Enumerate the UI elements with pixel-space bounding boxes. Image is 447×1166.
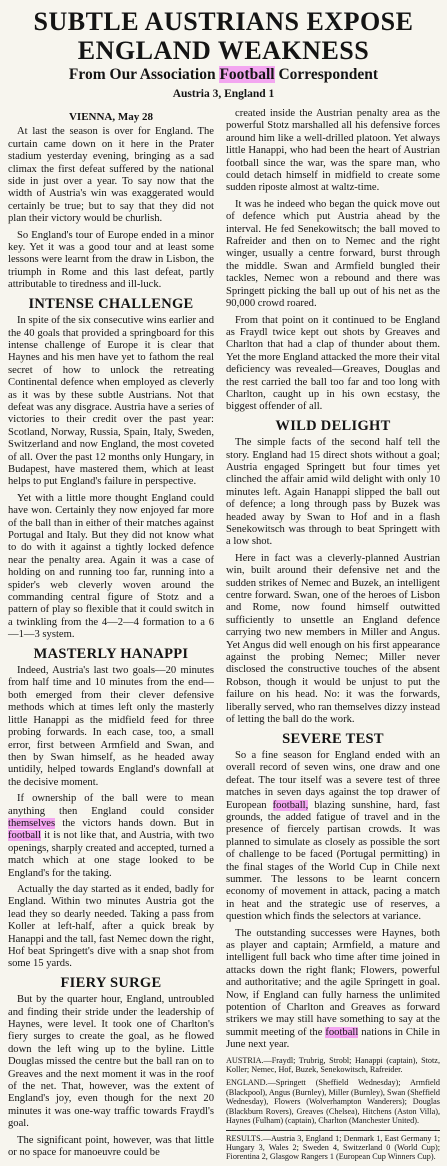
- article-paragraph: The simple facts of the second half tell the story. England had 15 direct shots without a goal; Austria engaged Springett but four times yet clinched the affair amid wild delight with only 10 minutes left. Again Hanappi slipped the ball out of defence; a long through pass by Buzek was headed away by Swan to Hof and in a flash Senekowitsch was through to beat Springett with a low shot.: [226, 437, 440, 548]
- section-heading-wild-delight: WILD DELIGHT: [275, 417, 391, 434]
- article-paragraph: At last the season is over for England. The curtain came down on it here in the Prater stadium yesterday evening, bringing as a sad climax the first defeat suffered by the national side in just over a year. To say now that the width of Austria's win was exaggerated would certainly be true; but to say that they did not plan their victory would be churlish.: [8, 126, 214, 225]
- left-column: [8, 108, 214, 1164]
- paragraph-text: nations in Chile in June next year.: [226, 1026, 440, 1051]
- headline-line-2: ENGLAND WEAKNESS: [77, 36, 370, 65]
- paragraph-text: If ownership of the ball were to mean anything then England could consider: [8, 793, 214, 817]
- divider: [226, 1130, 440, 1131]
- subheadline: [0, 66, 447, 84]
- article-paragraph: In spite of the six consecutive wins earlier and the 40 goals that provided a springboard for this intense challenge of Europe it is clear that Haynes and his men have yet to fathom the real secret of how to unlock the retreating Continental defence when employed as cleverly as it was by these subtle Austrians. Not that defeat was any disgrace. Austria have a series of victories to their credit over the past year: Scotland, Norway, Russia, Spain, Italy, Sweden, Switzerland and now England, the most coveted of all. Over the past 12 months only Hungary, in Budapest, have mastered them, which at least helps to put England's failure in perspective.: [8, 315, 214, 488]
- section-heading-masterly-hanappi: MASTERLY HANAPPI: [33, 645, 189, 662]
- article-paragraph: It was he indeed who began the quick move out of defence which put Austria ahead by the interval. He fed Senekowitsch; the ball moved to Rafreider and then on to Nemec and the right winger, usually a centre forward, burst through the middle. Swan and Armfield bungled their tackles, Nemec won a rebound and there was Springett picking the ball up out of his net as the 90,000 crowd roared.: [226, 198, 440, 310]
- subheadline-pre: From Our Association: [68, 66, 220, 83]
- subheadline-post: Correspondent: [274, 66, 379, 83]
- section-heading-severe-test: SEVERE TEST: [282, 730, 384, 747]
- highlight-football: football: [325, 1026, 359, 1038]
- paragraph-text: the victors hands down. But in: [55, 817, 214, 829]
- section-heading-intense-challenge: INTENSE CHALLENGE: [28, 295, 194, 312]
- article-paragraph: [8, 793, 214, 880]
- highlight-themselves: themselves: [8, 817, 56, 829]
- article-paragraph: So England's tour of Europe ended in a minor key. Yet it was a good tour and at least some lessons were learnt from the draw in Lisbon, the triumph in Rome and this last defeat, partly attributable to tiredness and ill-luck.: [8, 229, 214, 291]
- right-column: [226, 108, 440, 1166]
- article-paragraph: [226, 928, 440, 1052]
- article-paragraph: [226, 750, 440, 924]
- article-paragraph: From that point on it continued to be England as Fraydl twice kept out shots by Greaves and Charlton that had a clap of thunder about them. Yet the more England attacked the more their vital deficiency was revealed—Greaves, Douglas and the rest carried the ball too far and too long with Charlton, caught up in his own ecstasy, the biggest offender of all.: [226, 314, 440, 413]
- results: RESULTS.—Austria 3, England 1; Denmark 1, East Germany 1; Hungary 3, Wales 2; Sweden 4, Switzerland 0 (World Cup); Fiorentina 2, Glasgow Rangers 1 (European Cup Winners Cup).: [226, 1133, 440, 1162]
- article-paragraph: Here in fact was a cleverly-planned Austrian win, built around their defensive net and the sudden strikes of Nemec and Buzek, an intelligent centre forward. Swan, one of the heroes of Lisbon and Rome, now found himself outwitted sufficiently to unsettle an England defence carrying two new members in Miller and Angus. Yet Angus did well enough on his first appearance against the probing Nemec; Miller never disclosed the constructive touches of the absent Robson, though it would be unjust to put the failure on his head. No: it was the forwards, liberally served, who ran themselves dizzy instead of letting the ball do the work.: [226, 552, 440, 726]
- article-paragraph: But by the quarter hour, England, untroubled and finding their stride under the leadership of Haynes, were level. It took one of Charlton's fiery surges to create the goal, as he flowed down the left wing up to the byline. Little Douglas missed the centre but the ball ran on to Greaves and the next moment it was in the roof of the net. That, however, was the extent of England's joy, even though for the next 20 minutes it was one-way traffic towards Fraydl's goal.: [8, 994, 214, 1130]
- team-austria: AUSTRIA.—Fraydl; Trubrig, Strobl; Hanappi (captain), Stotz, Koller; Nemec, Hof, Buzek, Senekowitsch, Rafreider.: [226, 1055, 440, 1075]
- article-paragraph: The significant point, however, was that little or no space for manoeuvre could be: [8, 1134, 214, 1159]
- paragraph-text: The outstanding successes were Haynes, both as player and captain; Armfield, a mature and intelligent full back who time after time joined in attacks down the right flank; Flowers, powerful and authoritative; and the agile Springett in goal. Now, if England can fully harness the unlimited potention of Charlton and Greaves as forward strikers we may still have something to say at the summit meeting of the: [226, 927, 440, 1038]
- team-england: ENGLAND.—Springett (Sheffield Wednesday); Armfield (Blackpool), Angus (Burnley), Miller (Burnley), Swan (Sheffield Wednesday), Flowers (Wolverhampton Wanderers); Douglas (Blackburn Rovers), Greaves (Chelsea), Hitchens (Aston Villa), Haynes (Fulham) (captain), Charlton (Manchester United).: [226, 1078, 440, 1126]
- article-paragraph: Indeed, Austria's last two goals—20 minutes from half time and 10 minutes from the end—both emerged from their clever defensive methods which at times left only the masterly little Hanappi as the midfield feed for three probing forwards. In each case, too, a small error, first between Armfield and Swan, and then by Swan himself, as he headed away untidily, helped towards England's downfall at the decisive moment.: [8, 665, 214, 788]
- subheadline-highlight: Football: [219, 66, 275, 83]
- dateline: VIENNA, May 28: [68, 111, 154, 123]
- paragraph-text: So a fine season for England ended with an overall record of seven wins, one draw and one defeat. The tour itself was a severe test of three matches in seven days against the top drawer of European: [226, 749, 440, 811]
- article-paragraph: created inside the Austrian penalty area as the powerful Stotz marshalled all his defensive forces around him like a well-drilled platoon. Yet always little Hanappi, who had been the heart of Austrian football since the war, was the spare man, who could detach himself in midfield to create some sudden riposte almost at waltz-time.: [226, 108, 440, 194]
- highlight-football: football,: [272, 799, 309, 811]
- score-line: Austria 3, England 1: [172, 88, 275, 100]
- paragraph-text: blazing sunshine, hard, fast grounds, the added fatigue of travel and in the presence of fiercely partisan crowds. It was planned to simulate as closely as possible the sort of challenge to be faced (Portugal permitting) in the final stages of the World Cup in Chile next summer. The lessons to be learnt concern economy of movement in attack, pacing a match in heat and the strategic use of reserves, a question which finds the selectors at variance.: [226, 799, 440, 923]
- section-heading-fiery-surge: FIERY SURGE: [60, 974, 162, 991]
- article-paragraph: Actually the day started as it ended, badly for England. Within two minutes Austria got the lead they so dearly needed. Taking a pass from Koller at left-half, after a quick break by Hanappi and the tall, fast Nemec down the right, Hof beat Springett's dive with a snap shot from some 15 yards.: [8, 883, 214, 970]
- article-paragraph: Yet with a little more thought England could have won. Certainly they now enjoyed far more of the ball than in either of their matches against Portugal and Italy. But they did not know what to do with it against a tightly locked defence near the penalty area. Again it was a case of holding on and running too far, running into a spider's web cleverly woven around the commanding central figure of Stotz and a pattern of play so flexible that it could switch in a twinkling from the 4—2—4 formation to a 6—1—3 system.: [8, 492, 214, 641]
- highlight-football: football: [8, 830, 41, 842]
- headline-line-1: SUBTLE AUSTRIANS EXPOSE: [33, 7, 414, 36]
- paragraph-text: it is not like that, and Austria, with two openings, sharply created and accepted, turned a match which at one stage looked to be England's for the taking.: [8, 830, 214, 879]
